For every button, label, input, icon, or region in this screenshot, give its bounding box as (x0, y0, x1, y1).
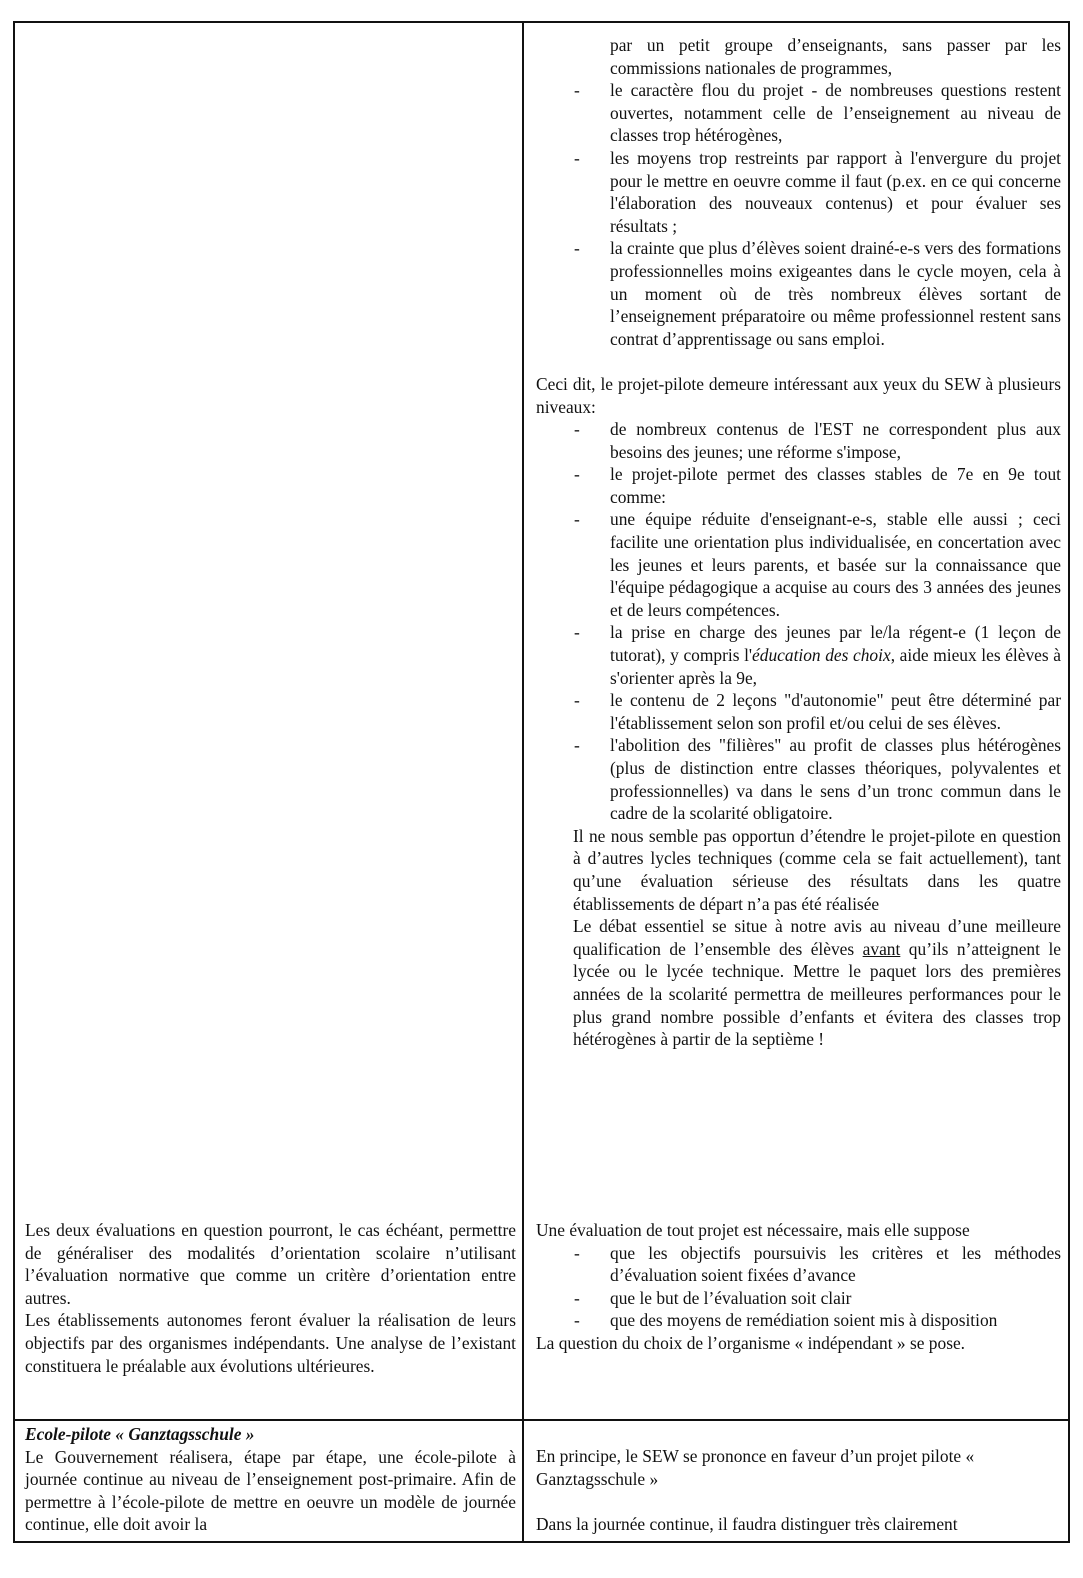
left-cell-ganztagsschule (25, 1423, 516, 1536)
list-item: - l'abolition des "filières" au profit de classes plus hétérogènes (plus de distinction entre classes théoriques, polyvalentes et professionnelles) va dans le sens d’un tronc commun dans le cadre de la scolarité obligatoire. (574, 735, 1061, 824)
position-paragraph: En principe, le SEW se prononce en faveur d’un projet pilote « Ganztagsschule » (536, 1446, 975, 1489)
ganztagsschule-paragraph: Le Gouvernement réalisera, étape par étape, une école-pilote à journée continue au niveau de l’enseignement post-primaire. Afin de permettre à l’école-pilote de mettre en oeuvre un modèle de journée continue, elle doit avoir la (25, 1446, 516, 1535)
document-table (13, 21, 1070, 1543)
list-item: - que le but de l’évaluation soit clair (574, 1287, 852, 1308)
continued-line: par un petit groupe d’enseignants, sans passer par les commissions nationales de programmes, (610, 35, 1061, 78)
list-item: - la crainte que plus d’élèves soient drainé-e-s vers des formations professionnelles moins exigeantes dans le cycle moyen, cela à un moment où de très nombreux élèves sortant de l’enseignement préparatoire ou même professionnel restent sans contrat d’apprentissage ou sans emploi. (574, 238, 1061, 349)
list-item: - le caractère flou du projet - de nombreuses questions restent ouvertes, notamment celle de l’enseignement au niveau de classes trop hétérogènes, (574, 80, 1061, 146)
list-item: - de nombreux contenus de l'EST ne correspondent plus aux besoins des jeunes; une réforme s'impose, (574, 419, 1061, 462)
row-divider (15, 1419, 1068, 1421)
list-item: - la prise en charge des jeunes par le/la régent-e (1 leçon de tutorat), y compris l'éducation des choix, aide mieux les élèves à s'orienter après la 9e, (574, 622, 1061, 688)
list-item: - une équipe réduite d'enseignant-e-s, stable elle aussi ; ceci facilite une orientation plus individualisée, en concertation avec les jeunes et leurs parents, et basée sur la connaissance que l'équipe pédagogique a acquise au cours des 3 années des jeunes et de leurs compétences. (574, 509, 1061, 620)
interest-list (536, 418, 1061, 825)
column-divider (522, 23, 524, 1541)
opinion-paragraph: Il ne nous semble pas opportun d’étendre le projet-pilote en question à d’autres lycles techniques (comme cela se fait actuellement), tant qu’une évaluation sérieuse des résultats dans les quatre établissements de départ n’a pas été réalisée (573, 825, 1061, 914)
list-item: - que les objectifs poursuivis les critères et les méthodes d’évaluation soient fixées d’avance (574, 1242, 1061, 1286)
evaluation-closing: La question du choix de l’organisme « indépendant » se pose. (536, 1332, 966, 1353)
debate-paragraph: Le débat essentiel se situe à notre avis au niveau d’une meilleure qualification de l’ensemble des élèves avant qu’ils n’atteignent le lycée ou le lycée technique. Mettre le paquet lors des premières années de la scolarité permettra de meilleures performances pour le plus grand nombre possible d’enfants et évitera des classes trop hétérogènes à partir de la septième ! (573, 916, 1061, 1050)
list-item: - le projet-pilote permet des classes stables de 7e en 9e tout comme: (574, 464, 1061, 507)
list-item: - le contenu de 2 leçons "d'autonomie" peut être déterminé par l'établissement selon son profil et/ou celui de ses élèves. (574, 690, 1061, 733)
right-cell-top (536, 34, 1061, 1051)
list-item: - que des moyens de remédiation soient mis à disposition (574, 1310, 998, 1331)
list-item: - les moyens trop restreints par rapport à l'envergure du projet pour le mettre en oeuvre comme il faut (p.ex. en ce qui concerne l'élaboration des nouveaux contenus) et pour évaluer ses résultats ; (574, 147, 1061, 236)
evaluation-paragraph: Les deux évaluations en question pourront, le cas échéant, permettre de généraliser des modalités d’orientation scolaire n’utilisant l’évaluation normative que comme un critère d’orientation entre autres. (25, 1220, 516, 1308)
evaluation-intro: Une évaluation de tout projet est nécessaire, mais elle suppose (536, 1220, 970, 1240)
concerns-list (536, 79, 1061, 350)
autonomy-paragraph: Les établissements autonomes feront évaluer la réalisation de leurs objectifs par des organismes indépendants. Une analyse de l’existant constituera le préalable aux évolutions ultérieures. (25, 1310, 516, 1376)
left-cell-evaluation (25, 1219, 516, 1377)
continuous-day-paragraph: Dans la journée continue, il faudra distinguer très clairement (536, 1513, 958, 1534)
right-cell-evaluation (536, 1219, 1061, 1355)
section-title: Ecole-pilote « Ganztagsschule » (25, 1424, 255, 1444)
evaluation-list (536, 1242, 1061, 1332)
intro-paragraph: Ceci dit, le projet-pilote demeure intéressant aux yeux du SEW à plusieurs niveaux: (536, 373, 1061, 417)
right-cell-ganztagsschule (536, 1445, 1061, 1535)
